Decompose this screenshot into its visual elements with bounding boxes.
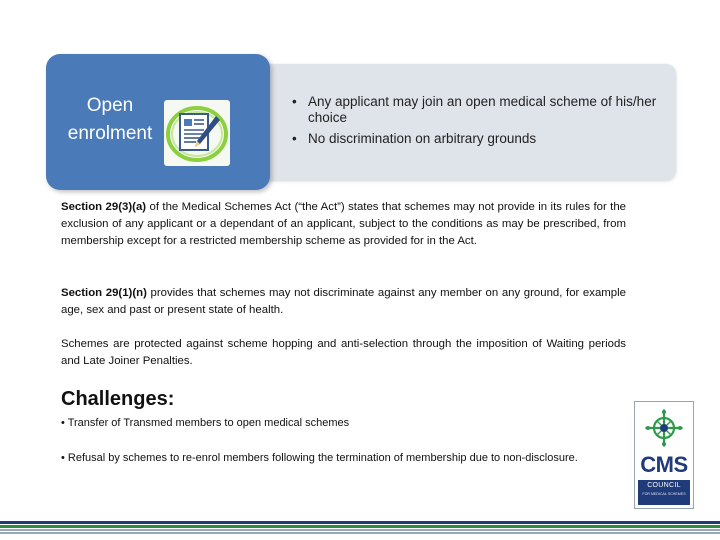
- cross-emblem-icon: [643, 408, 685, 448]
- cms-logo-council: COUNCIL: [647, 482, 681, 489]
- banner-title: Open enrolment: [67, 95, 153, 144]
- challenges-heading: Challenges:: [61, 388, 175, 410]
- document-pen-icon: [164, 100, 230, 166]
- paragraph-section-29-1n: [61, 285, 626, 319]
- footer-stripes: [0, 519, 720, 540]
- section-reference: Section 29(1)(n): [61, 287, 147, 299]
- challenge-item: • Transfer of Transmed members to open medical schemes: [61, 417, 350, 429]
- banner-bullet-item: • No discrimination on arbitrary grounds: [290, 131, 660, 147]
- footer-stripe: [0, 521, 720, 524]
- paragraph-text: provides that schemes may not discriminate against any member on any ground, for example age, sex and past or present state of health.: [61, 287, 626, 316]
- footer-stripe: [0, 525, 720, 528]
- challenge-item: • Refusal by schemes to re-enrol members following the termination of membership due to non-disclosure.: [61, 452, 578, 464]
- cms-logo: [634, 401, 694, 509]
- paragraph-protection: Schemes are protected against scheme hopping and anti-selection through the imposition of Waiting periods and Late Joiner Penalties.: [61, 338, 626, 367]
- banner-bullet-list: [290, 94, 660, 152]
- cms-logo-wordmark: CMS: [640, 452, 688, 477]
- footer-stripe: [0, 532, 720, 534]
- footer-stripe: [0, 529, 720, 531]
- banner-bullet-item: • Any applicant may join an open medical scheme of his/her choice: [290, 94, 660, 126]
- paragraph-text: of the Medical Schemes Act (“the Act”) states that schemes may not provide in its rules for the exclusion of any applicant or a dependant of an applicant, subject to the conditions as may be prescribed, from membership except for a restricted membership scheme as provided for in the Act.: [61, 201, 626, 247]
- cms-logo-subtitle: FOR MEDICAL SCHEMES: [642, 492, 686, 496]
- cms-logo-banner: [638, 480, 690, 505]
- paragraph-section-29-3a: [61, 199, 626, 250]
- section-reference: Section 29(3)(a): [61, 201, 147, 213]
